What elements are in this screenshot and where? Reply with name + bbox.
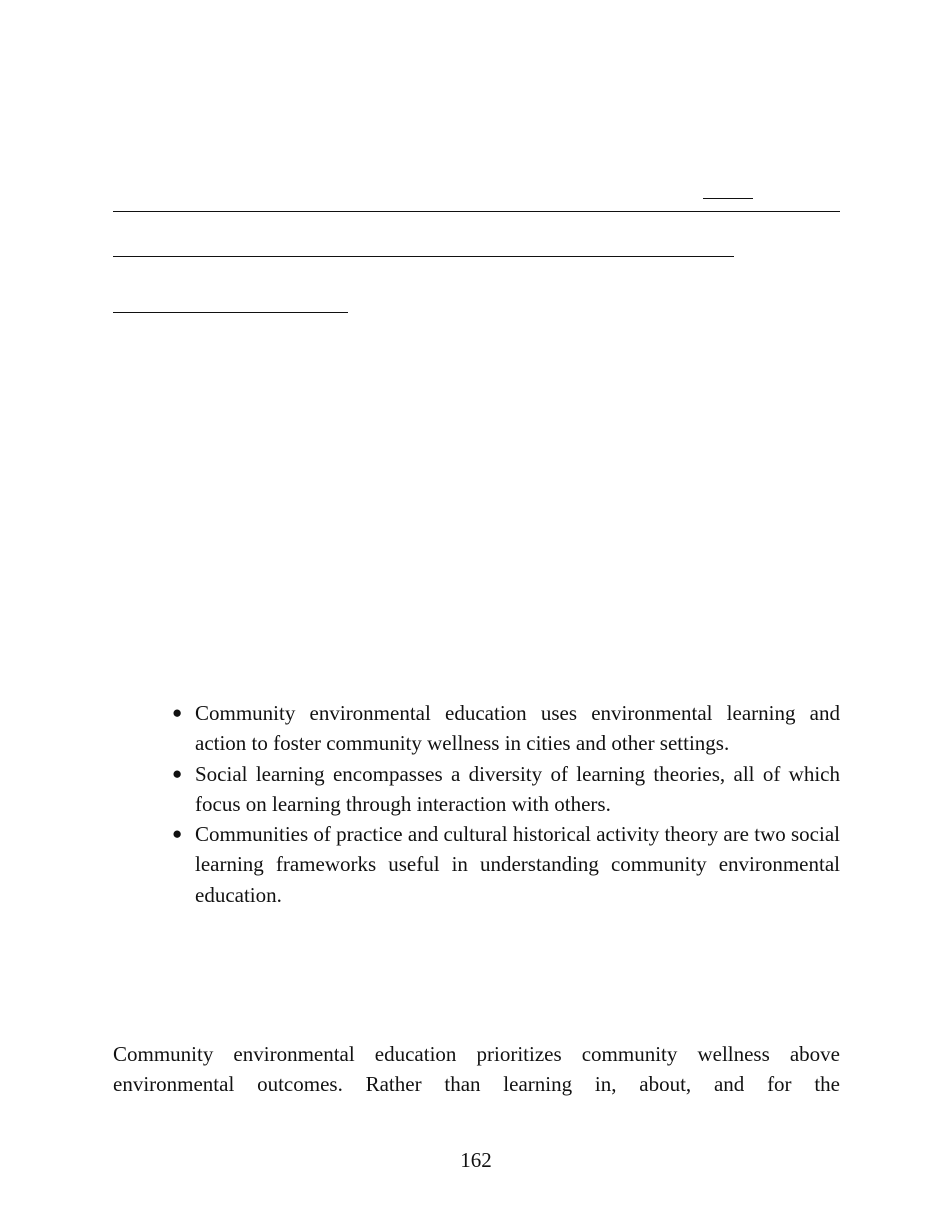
key-point-item [170,759,840,820]
blank-line-short [113,312,348,313]
key-point-text: Social learning encompasses a diversity of learning theories, all of which focus on learning through interaction with others. [195,761,840,816]
page-number: 162 [460,1148,492,1172]
key-point-item [170,819,840,910]
blank-line-short-top [703,198,753,199]
blank-line-full [113,211,840,212]
key-point-text: Community environmental education uses environmental learning and action to foster community wellness in cities and other settings. [195,701,840,756]
body-paragraph: Community environmental education prioritizes community wellness above environmental outcomes. Rather than learning in, about, and for the [113,1042,840,1097]
bullet-icon: ● [172,824,183,844]
bullet-icon: ● [172,763,183,783]
blank-line-medium [113,256,734,257]
key-points-list [170,698,840,910]
bullet-icon: ● [172,703,183,722]
key-point-text: Communities of practice and cultural historical activity theory are two social learning frameworks useful in understanding community environmental education. [195,822,840,907]
key-point-item [170,698,840,759]
